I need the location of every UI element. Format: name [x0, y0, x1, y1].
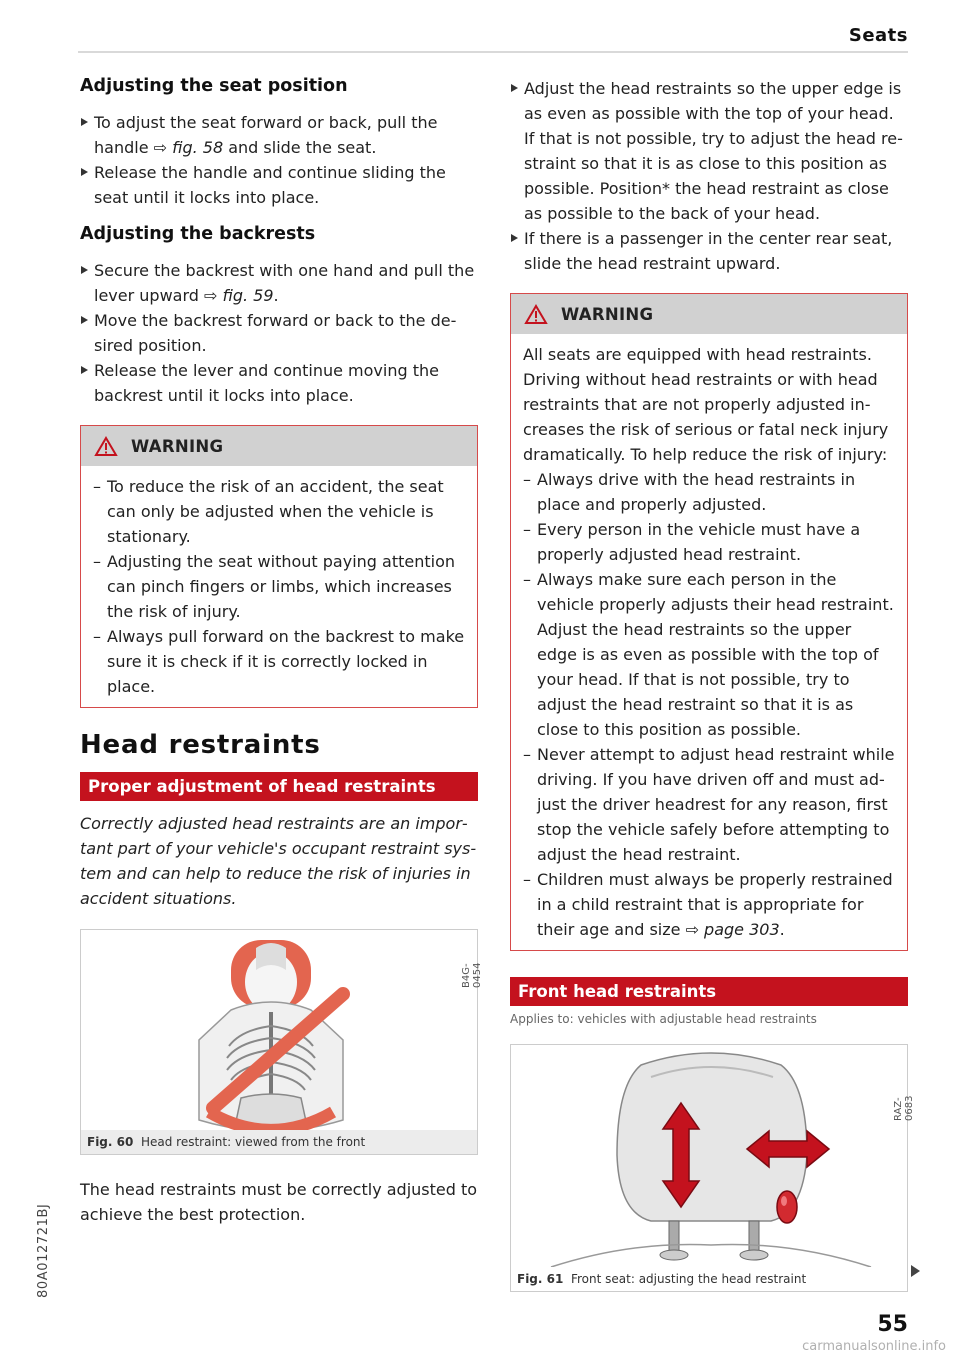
figure-61 — [510, 1044, 915, 1292]
step-item: Move the backrest forward or back to the desired position. — [80, 308, 478, 358]
warning-body — [511, 334, 907, 950]
figure-caption: Fig. 61 Front seat: adjusting the head restraint — [511, 1267, 907, 1291]
step-item: Adjust the head restraints so the upper edge is as even as possible with the top of your head. If that is not possible, try to adjust the head restraint so that it is as close to this position as possible. Position* the head restraint as close as possible to the back of your head. — [510, 76, 908, 226]
warning-item: – Children must always be properly restrained in a child restraint that is appropriate for their age and size ⇨ page 303. — [523, 867, 895, 942]
warning-item: – Always make sure each person in the vehicle properly adjusts their head restraint. Adjust the head restraints so the upper edge is as even as possible with the top of your head. If that is not possible, try to adjust the head restraint so that it is as close to this position as possible. — [523, 567, 895, 742]
step-item: Release the lever and continue moving the backrest until it locks into place. — [80, 358, 478, 408]
head-restraint-front-illustration — [81, 930, 477, 1152]
watermark: carmanualsonline.info — [802, 1339, 946, 1354]
warning-item: – Every person in the vehicle must have a properly adjusted head restraint. — [523, 517, 895, 567]
section-title: Seats — [848, 25, 908, 46]
front-head-restraints-bar: Front head restraints — [510, 977, 908, 1006]
warning-box-head-restraints — [510, 293, 908, 951]
figure-60 — [80, 929, 483, 1155]
next-page-arrow-icon[interactable] — [911, 1265, 920, 1277]
intro-text: Correctly adjusted head restraints are an important part of your vehicle's occupant restraint system and can help to reduce the risk of injuries in accident situations. — [80, 814, 477, 908]
seat-position-heading: Adjusting the seat position — [80, 76, 348, 96]
proper-adjustment-bar: Proper adjustment of head restraints — [80, 772, 478, 801]
warning-title: WARNING — [131, 436, 224, 456]
warning-item: – To reduce the risk of an accident, the seat can only be adjusted when the vehicle is stationary. — [93, 474, 465, 549]
warning-box-seat — [80, 425, 478, 708]
right-column — [510, 76, 915, 1292]
backrests-heading: Adjusting the backrests — [80, 224, 316, 244]
warning-triangle-icon — [525, 305, 547, 324]
front-head-restraint-illustration — [511, 1045, 907, 1267]
warning-item: – Always drive with the head restraints in place and properly adjusted. — [523, 467, 895, 517]
figure-code: RAZ-0683 — [893, 1095, 915, 1121]
warning-item: – Adjusting the seat without paying attention can pinch fingers or limbs, which increases the risk of injury. — [93, 549, 465, 624]
warning-item: – Always pull forward on the backrest to make sure it is check if it is correctly locked in place. — [93, 624, 465, 699]
fig-reference-link[interactable]: ⇨ fig. 59 — [204, 286, 274, 305]
applies-to-note: Applies to: vehicles with adjustable head restraints — [510, 1012, 817, 1026]
figure-code: B4G-0454 — [461, 962, 483, 988]
page-reference-link[interactable]: ⇨ page 303 — [685, 920, 780, 939]
page-number: 55 — [877, 1312, 908, 1337]
head-restraints-title: Head restraints — [80, 730, 321, 760]
figure-caption: Fig. 60 Head restraint: viewed from the front — [81, 1130, 477, 1154]
warning-body — [81, 466, 477, 707]
step-item: Release the handle and continue sliding the seat until it locks into place. — [80, 160, 478, 210]
step-item: If there is a passenger in the center rear seat, slide the head restraint upward. — [510, 226, 908, 276]
warning-triangle-icon — [95, 437, 117, 456]
step-item: To adjust the seat forward or back, pull the handle ⇨ fig. 58 and slide the seat. — [80, 110, 478, 160]
step-item: Secure the backrest with one hand and pull the lever upward ⇨ fig. 59. — [80, 258, 478, 308]
warning-title: WARNING — [561, 304, 654, 324]
document-code: 80A012721BJ — [36, 1203, 51, 1298]
header-rule — [78, 51, 908, 53]
warning-intro: All seats are equipped with head restraints. Driving without head restraints or with head restraints that are not properly adjusted increases the risk of serious or fatal neck injury dramatically. To help reduce the risk of injury: — [523, 345, 889, 464]
fig-reference-link[interactable]: ⇨ fig. 58 — [153, 138, 224, 157]
left-column — [80, 76, 483, 1227]
warning-header — [511, 294, 907, 334]
warning-item: – Never attempt to adjust head restraint while driving. If you have driven off and must adjust the driver headrest for any reason, first stop the vehicle safely before attempting to adjust the head restraint. — [523, 742, 895, 867]
warning-header — [81, 426, 477, 466]
closing-text: The head restraints must be correctly adjusted to achieve the best protection. — [80, 1180, 478, 1224]
